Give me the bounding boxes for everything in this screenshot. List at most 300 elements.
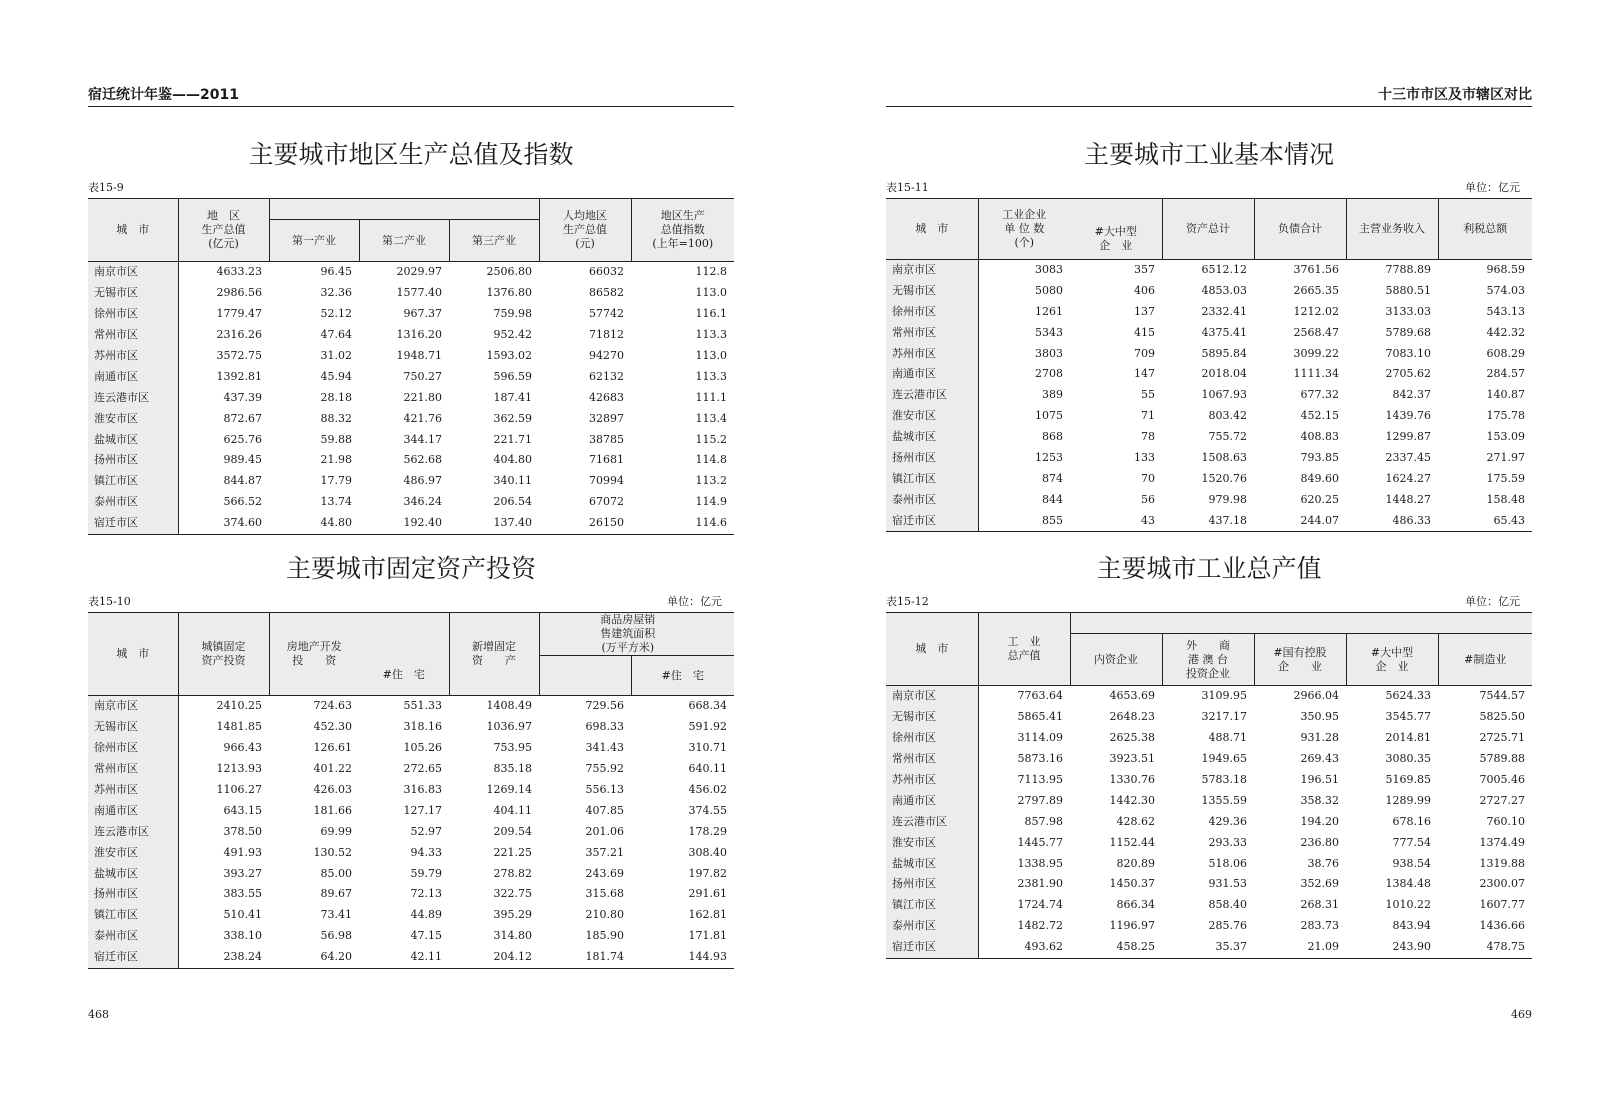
table-cell: 755.72 [1208, 430, 1247, 444]
header-total-assets: 资产总计 [1162, 199, 1254, 260]
table-cell: 868 [1042, 430, 1063, 444]
city-name: 盐城市区 [88, 429, 178, 450]
table-cell: 78 [1141, 430, 1155, 444]
table-cell: 493.62 [1024, 940, 1063, 954]
city-name: 徐州市区 [886, 728, 978, 749]
table-cell: 130.52 [313, 845, 352, 859]
table-cell: 2708 [1035, 367, 1063, 381]
table-row [886, 749, 1532, 770]
table-row [88, 471, 734, 492]
table-cell: 1067.93 [1201, 388, 1247, 402]
table-cell: 562.68 [403, 453, 442, 467]
table-cell: 378.50 [223, 824, 262, 838]
table-cell: 442.32 [1486, 325, 1525, 339]
table-cell: 236.80 [1300, 835, 1339, 849]
table-cell: 3545.77 [1385, 710, 1431, 724]
table-cell: 426.03 [313, 783, 352, 796]
city-name: 无锡市区 [88, 283, 178, 304]
city-name: 常州市区 [886, 322, 978, 343]
table-cell: 5789.88 [1479, 752, 1525, 766]
table-cell: 1152.44 [1109, 835, 1155, 849]
table-cell: 2648.23 [1109, 710, 1155, 724]
city-name: 无锡市区 [886, 707, 978, 728]
fixed-investment-table [88, 612, 734, 969]
city-name: 连云港市区 [886, 385, 978, 406]
table-cell: 5825.50 [1479, 710, 1525, 724]
table-cell: 1392.81 [216, 369, 262, 383]
table-cell: 137.40 [493, 516, 533, 530]
table-cell: 1442.30 [1109, 793, 1155, 807]
table-cell: 1724.74 [1017, 898, 1063, 912]
table-cell: 1520.76 [1201, 471, 1247, 485]
header-new-assets: 新增固定 资 产 [449, 613, 539, 696]
table-cell: 620.25 [1300, 492, 1339, 506]
table-cell: 114.8 [695, 453, 727, 467]
table-cell: 6512.12 [1201, 262, 1247, 276]
city-name: 扬州市区 [886, 448, 978, 469]
table-title: 主要城市工业总产值 [1096, 554, 1322, 583]
table-cell: 140.87 [1486, 388, 1525, 402]
table-cell: 1948.71 [396, 349, 442, 362]
table-unit: 单位：亿元 [667, 595, 722, 608]
table-cell: 709 [1134, 346, 1155, 360]
table-cell: 3761.56 [1293, 262, 1339, 276]
table-row [88, 492, 734, 513]
table-row [886, 811, 1532, 832]
header-gdp: 地 区 生产总值 (亿元) [178, 199, 269, 262]
table-cell: 2029.97 [396, 265, 442, 279]
table-cell: 2966.04 [1293, 689, 1339, 703]
table-cell: 640.11 [688, 762, 727, 776]
table-cell: 2410.25 [216, 699, 262, 713]
table-unit: 单位：亿元 [1465, 181, 1520, 194]
table-cell: 5343 [1035, 325, 1063, 339]
table-cell: 931.53 [1208, 877, 1247, 891]
table-cell: 5895.84 [1201, 346, 1247, 360]
table-cell: 556.13 [585, 783, 624, 796]
table-cell: 855 [1042, 513, 1063, 527]
header-primary: 第一产业 [269, 220, 359, 262]
table-cell: 401.22 [313, 762, 352, 776]
table-cell: 1949.65 [1201, 752, 1247, 766]
header-foreign: 外 商 港 澳 台 投资企业 [1162, 634, 1254, 686]
table-cell: 643.15 [223, 803, 262, 817]
header-state-holding: #国有控股 企 业 [1254, 634, 1346, 686]
table-cell: 7113.95 [1017, 773, 1063, 786]
header-profit-tax: 利税总额 [1438, 199, 1532, 260]
table-cell: 55 [1141, 388, 1155, 402]
table-cell: 7083.10 [1385, 346, 1431, 360]
table-cell: 1624.27 [1385, 471, 1431, 485]
header-domestic: 内资企业 [1070, 634, 1162, 686]
table-cell: 574.03 [1486, 283, 1525, 297]
city-name: 徐州市区 [88, 738, 178, 759]
city-name: 宿迁市区 [88, 513, 178, 534]
city-name: 盐城市区 [886, 427, 978, 448]
city-name: 泰州市区 [88, 926, 178, 947]
table-15-11-section [886, 138, 1532, 532]
table-cell: 406 [1134, 283, 1155, 297]
table-cell: 204.12 [493, 950, 532, 964]
table-cell: 192.40 [403, 516, 442, 530]
table-cell: 221.25 [493, 845, 532, 859]
table-cell: 178.29 [688, 824, 727, 838]
table-cell: 32.36 [320, 286, 352, 300]
table-row [886, 364, 1532, 385]
city-name: 南京市区 [886, 259, 978, 280]
table-cell: 35.37 [1215, 940, 1247, 954]
table-cell: 126.61 [313, 741, 352, 755]
city-name: 扬州市区 [88, 884, 178, 905]
table-cell: 67072 [589, 495, 625, 509]
table-row [88, 346, 734, 367]
table-cell: 113.4 [695, 411, 727, 425]
table-cell: 5880.51 [1385, 283, 1431, 297]
table-row [88, 842, 734, 863]
header-total-output: 工 业 总产值 [978, 613, 1070, 686]
table-cell: 28.18 [320, 390, 352, 404]
table-cell: 5783.18 [1201, 773, 1247, 786]
table-cell: 65.43 [1493, 513, 1525, 527]
table-cell: 1338.95 [1017, 856, 1063, 870]
table-cell: 42.11 [410, 950, 442, 964]
gdp-table [88, 198, 734, 535]
table-cell: 1213.93 [216, 762, 262, 776]
page-number-left: 468 [88, 1008, 109, 1021]
table-cell: 344.17 [403, 432, 442, 446]
table-cell: 437.39 [223, 390, 262, 404]
table-cell: 47.64 [320, 328, 352, 342]
table-cell: 72.13 [410, 887, 442, 901]
table-row [886, 937, 1532, 958]
city-name: 泰州市区 [88, 492, 178, 513]
table-cell: 291.61 [688, 887, 727, 901]
table-cell: 4375.41 [1201, 325, 1247, 339]
table-15-10-section [88, 552, 734, 969]
table-cell: 1445.77 [1017, 835, 1063, 849]
table-row [88, 387, 734, 408]
table-cell: 73.41 [320, 908, 352, 922]
table-cell: 56 [1141, 492, 1155, 506]
table-cell: 340.11 [493, 474, 533, 488]
table-cell: 777.54 [1392, 835, 1431, 849]
table-cell: 408.83 [1300, 430, 1339, 444]
table-cell: 358.32 [1300, 793, 1339, 807]
industry-basic-table [886, 198, 1532, 532]
table-cell: 5624.33 [1385, 689, 1431, 703]
table-cell: 1374.49 [1479, 835, 1525, 849]
table-cell: 3114.09 [1017, 731, 1063, 745]
table-cell: 181.66 [313, 803, 352, 817]
table-title: 主要城市固定资产投资 [285, 554, 536, 583]
table-cell: 486.97 [403, 474, 442, 488]
table-cell: 5873.16 [1017, 752, 1063, 766]
table-row [88, 429, 734, 450]
right-page [886, 0, 1532, 1099]
table-cell: 21.98 [320, 453, 352, 467]
city-name: 无锡市区 [886, 280, 978, 301]
table-cell: 952.42 [493, 328, 533, 342]
table-row [88, 408, 734, 429]
table-cell: 843.94 [1392, 919, 1431, 933]
header-large-medium: #大中型 企 业 [1346, 634, 1438, 686]
table-cell: 1036.97 [486, 720, 532, 734]
table-cell: 968.59 [1486, 262, 1525, 276]
header-total-liabilities: 负债合计 [1254, 199, 1346, 260]
table-cell: 2665.35 [1293, 283, 1339, 297]
table-cell: 38785 [589, 432, 625, 446]
table-cell: 3083 [1035, 262, 1063, 276]
table-cell: 362.59 [493, 411, 533, 425]
table-number: 表15-11 [886, 181, 929, 194]
city-name: 淮安市区 [886, 832, 978, 853]
table-cell: 45.94 [320, 369, 352, 383]
table-cell: 96.45 [320, 265, 352, 279]
table-row [886, 874, 1532, 895]
table-cell: 374.55 [688, 803, 727, 817]
table-cell: 4633.23 [216, 265, 262, 279]
city-name: 无锡市区 [88, 717, 178, 738]
table-cell: 760.10 [1486, 814, 1525, 828]
industry-output-table-body [886, 686, 1532, 959]
table-row [886, 427, 1532, 448]
table-cell: 137 [1134, 304, 1155, 318]
table-cell: 318.16 [403, 720, 442, 734]
table-cell: 113.2 [695, 474, 727, 488]
table-cell: 285.76 [1208, 919, 1247, 933]
table-cell: 608.29 [1486, 346, 1525, 360]
table-cell: 346.24 [403, 495, 442, 509]
table-row [886, 468, 1532, 489]
table-cell: 753.95 [493, 741, 532, 755]
table-cell: 115.2 [695, 432, 727, 446]
city-name: 连云港市区 [88, 821, 178, 842]
city-name: 宿迁市区 [886, 510, 978, 531]
table-cell: 17.79 [320, 474, 352, 488]
table-cell: 803.42 [1208, 409, 1247, 423]
table-cell: 175.59 [1486, 471, 1525, 485]
table-cell: 52.12 [320, 307, 352, 321]
table-cell: 114.6 [695, 516, 727, 530]
table-row [88, 800, 734, 821]
table-cell: 1261 [1035, 304, 1063, 318]
page-number-right: 469 [1511, 1008, 1532, 1021]
header-city: 城 市 [88, 613, 178, 696]
table-cell: 187.41 [493, 390, 533, 404]
header-large-medium: #大中型 企 业 [1070, 219, 1162, 259]
table-cell: 1299.87 [1385, 430, 1431, 444]
table-cell: 842.37 [1392, 388, 1431, 402]
table-cell: 404.80 [493, 453, 533, 467]
table-cell: 866.34 [1116, 898, 1155, 912]
table-cell: 5080 [1035, 283, 1063, 297]
left-page [88, 0, 734, 1099]
table-cell: 7544.57 [1479, 689, 1525, 703]
city-name: 常州市区 [88, 325, 178, 346]
table-cell: 404.11 [493, 803, 532, 817]
header-index: 地区生产 总值指数 (上年=100) [631, 199, 734, 262]
table-row [88, 304, 734, 325]
table-cell: 1607.77 [1479, 898, 1525, 912]
city-name: 徐州市区 [886, 301, 978, 322]
table-cell: 3109.95 [1201, 689, 1247, 703]
table-cell: 5865.41 [1017, 710, 1063, 724]
table-cell: 491.93 [223, 845, 262, 859]
city-name: 苏州市区 [88, 780, 178, 801]
table-row [886, 343, 1532, 364]
table-cell: 127.17 [403, 803, 442, 817]
table-cell: 185.90 [585, 929, 624, 943]
table-cell: 872.67 [223, 411, 262, 425]
city-name: 镇江市区 [88, 905, 178, 926]
table-cell: 510.41 [223, 908, 262, 922]
city-name: 南通市区 [88, 800, 178, 821]
table-row [88, 884, 734, 905]
table-cell: 57742 [589, 307, 625, 321]
table-row [88, 262, 734, 283]
header-tertiary: 第三产业 [449, 220, 539, 262]
table-cell: 43 [1141, 513, 1155, 527]
table-cell: 437.18 [1208, 513, 1247, 527]
table-row [886, 770, 1532, 791]
table-cell: 7788.89 [1385, 262, 1431, 276]
table-cell: 3572.75 [216, 349, 262, 362]
table-cell: 47.15 [410, 929, 442, 943]
table-row [886, 489, 1532, 510]
table-cell: 678.16 [1392, 814, 1431, 828]
table-cell: 352.69 [1300, 877, 1339, 891]
header-sold-area: 商品房屋销 售建筑面积 (万平方米) [539, 613, 734, 656]
table-cell: 113.0 [695, 349, 727, 362]
table-cell: 393.27 [223, 866, 262, 880]
table-cell: 759.98 [493, 307, 533, 321]
table-cell: 86582 [589, 286, 625, 300]
table-number: 表15-10 [88, 595, 131, 608]
table-row [886, 322, 1532, 343]
table-row [88, 696, 734, 717]
table-row [88, 738, 734, 759]
table-cell: 194.20 [1300, 814, 1339, 828]
table-cell: 357.21 [585, 845, 624, 859]
table-cell: 1111.34 [1293, 367, 1339, 381]
table-cell: 3217.17 [1201, 710, 1247, 724]
table-cell: 1439.76 [1385, 409, 1431, 423]
table-cell: 244.07 [1300, 513, 1339, 527]
table-cell: 44.80 [320, 516, 352, 530]
city-name: 常州市区 [88, 759, 178, 780]
table-cell: 308.40 [688, 845, 727, 859]
table-cell: 989.45 [223, 453, 262, 467]
table-cell: 284.57 [1486, 367, 1525, 381]
table-cell: 421.76 [403, 411, 442, 425]
table-cell: 858.40 [1208, 898, 1247, 912]
table-title: 主要城市工业基本情况 [1083, 140, 1334, 169]
city-name: 苏州市区 [886, 343, 978, 364]
table-cell: 69.99 [320, 824, 352, 838]
table-cell: 1010.22 [1385, 898, 1431, 912]
city-name: 南通市区 [886, 790, 978, 811]
table-row [88, 780, 734, 801]
table-cell: 64.20 [320, 950, 352, 964]
table-row [88, 926, 734, 947]
table-cell: 966.43 [223, 741, 262, 755]
table-cell: 793.85 [1300, 450, 1339, 464]
table-row [886, 853, 1532, 874]
table-row [886, 686, 1532, 707]
city-name: 宿迁市区 [886, 937, 978, 958]
city-name: 盐城市区 [886, 853, 978, 874]
table-row [886, 916, 1532, 937]
table-cell: 111.1 [695, 390, 727, 404]
running-head-right: 十三市市区及市辖区对比 [886, 86, 1532, 107]
table-cell: 729.56 [585, 699, 624, 713]
table-cell: 269.43 [1300, 752, 1339, 766]
header-city: 城 市 [886, 199, 978, 260]
table-cell: 238.24 [223, 950, 262, 964]
table-cell: 113.3 [695, 328, 727, 342]
city-name: 南京市区 [88, 696, 178, 717]
table-cell: 133 [1134, 450, 1155, 464]
table-row [886, 448, 1532, 469]
table-cell: 243.69 [585, 866, 624, 880]
table-cell: 1482.72 [1017, 919, 1063, 933]
table-cell: 2014.81 [1385, 731, 1431, 745]
city-name: 徐州市区 [88, 304, 178, 325]
table-cell: 452.30 [313, 720, 352, 734]
table-cell: 1289.99 [1385, 793, 1431, 807]
header-sector-group [269, 199, 539, 220]
table-cell: 458.25 [1116, 940, 1155, 954]
table-cell: 278.82 [493, 866, 532, 880]
header-enterprise-count: 工业企业 单 位 数 (个) [978, 199, 1070, 260]
table-cell: 113.3 [695, 369, 727, 383]
table-cell: 1269.14 [486, 783, 532, 796]
table-cell: 415 [1134, 325, 1155, 339]
table-cell: 2506.80 [486, 265, 533, 279]
table-cell: 2797.89 [1017, 793, 1063, 807]
table-cell: 206.54 [493, 495, 533, 509]
table-cell: 1253 [1035, 450, 1063, 464]
header-investment: 城镇固定 资产投资 [178, 613, 269, 696]
table-cell: 1448.27 [1385, 492, 1431, 506]
table-cell: 314.80 [493, 929, 532, 943]
table-row [88, 717, 734, 738]
header-city: 城 市 [88, 199, 178, 262]
city-name: 淮安市区 [88, 408, 178, 429]
table-cell: 518.06 [1208, 856, 1247, 870]
table-cell: 1450.37 [1109, 877, 1155, 891]
table-row [886, 707, 1532, 728]
table-cell: 2332.41 [1201, 304, 1247, 318]
table-cell: 3803 [1035, 346, 1063, 360]
table-15-9-section [88, 138, 734, 535]
table-cell: 1384.48 [1385, 877, 1431, 891]
table-cell: 2727.27 [1479, 793, 1525, 807]
table-title: 主要城市地区生产总值及指数 [248, 140, 574, 169]
table-row [886, 790, 1532, 811]
table-cell: 488.71 [1208, 731, 1247, 745]
table-cell: 1212.02 [1293, 304, 1339, 318]
table-cell: 181.74 [585, 950, 624, 964]
table-row [88, 863, 734, 884]
table-cell: 931.28 [1300, 731, 1339, 745]
table-row [886, 895, 1532, 916]
city-name: 扬州市区 [886, 874, 978, 895]
table-cell: 59.79 [410, 866, 442, 880]
table-cell: 114.9 [695, 495, 727, 509]
table-row [88, 947, 734, 968]
table-number: 表15-9 [88, 181, 124, 194]
